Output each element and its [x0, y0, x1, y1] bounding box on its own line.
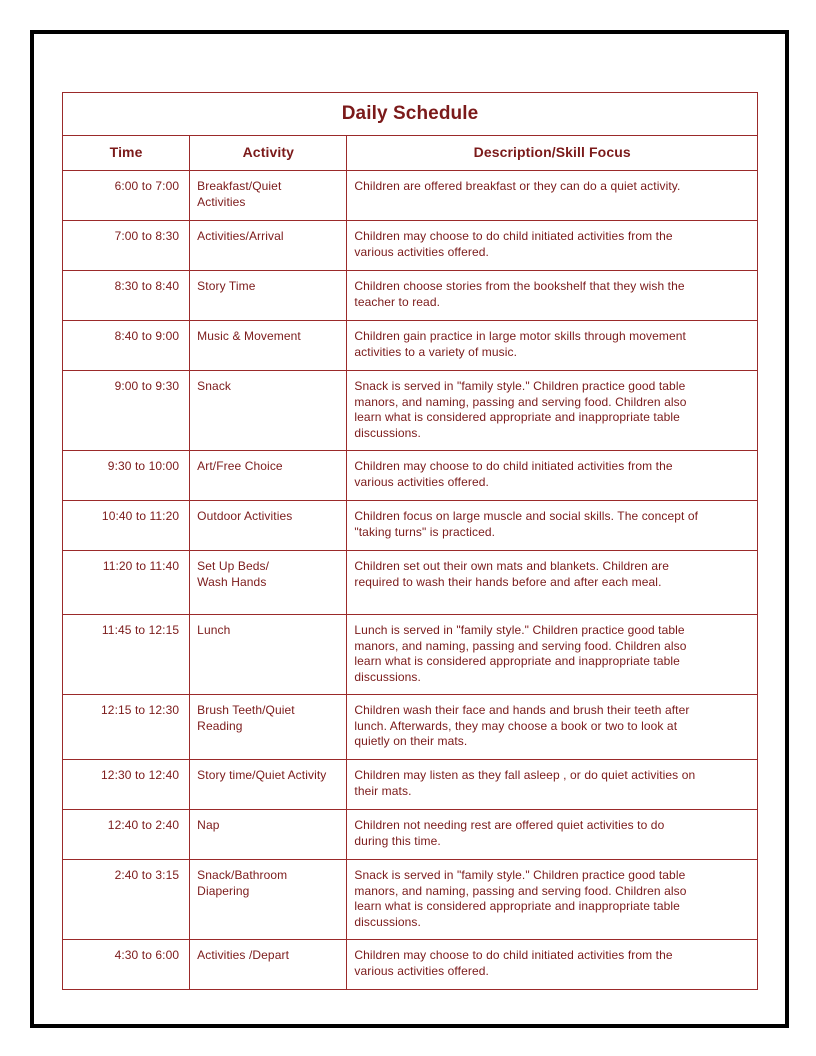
schedule-row [63, 551, 758, 615]
schedule-row [63, 695, 758, 760]
schedule-row [63, 810, 758, 860]
time-cell: 12:15 to 12:30 [63, 695, 190, 760]
activity-cell: Brush Teeth/Quiet Reading [190, 695, 347, 760]
time-cell: 4:30 to 6:00 [63, 940, 190, 990]
activity-column-header: Activity [190, 136, 347, 171]
time-cell: 11:45 to 12:15 [63, 615, 190, 695]
activity-cell: Story time/Quiet Activity [190, 760, 347, 810]
description-cell: Snack is served in "family style." Children practice good table manors, and naming, passing and serving food. Children also learn what is considered appropriate and inappropriate table discussions. [347, 371, 758, 451]
description-cell: Children wash their face and hands and brush their teeth after lunch. Afterwards, they may choose a book or two to look at quietly on their mats. [347, 695, 758, 760]
schedule-title: Daily Schedule [63, 93, 758, 136]
description-cell: Children may choose to do child initiated activities from the various activities offered. [347, 940, 758, 990]
activity-cell: Art/Free Choice [190, 451, 347, 501]
time-cell: 9:30 to 10:00 [63, 451, 190, 501]
schedule-body [63, 171, 758, 990]
time-cell: 9:00 to 9:30 [63, 371, 190, 451]
description-cell: Children gain practice in large motor skills through movement activities to a variety of music. [347, 321, 758, 371]
schedule-row [63, 271, 758, 321]
activity-cell: Outdoor Activities [190, 501, 347, 551]
schedule-row [63, 501, 758, 551]
time-cell: 8:40 to 9:00 [63, 321, 190, 371]
activity-cell: Snack [190, 371, 347, 451]
schedule-row [63, 371, 758, 451]
description-cell: Children not needing rest are offered quiet activities to do during this time. [347, 810, 758, 860]
schedule-row [63, 860, 758, 940]
schedule-row [63, 940, 758, 990]
schedule-row [63, 221, 758, 271]
activity-cell: Activities/Arrival [190, 221, 347, 271]
description-cell: Lunch is served in "family style." Children practice good table manors, and naming, passing and serving food. Children also learn what is considered appropriate and inappropriate table discussions. [347, 615, 758, 695]
activity-cell: Story Time [190, 271, 347, 321]
activity-cell: Set Up Beds/ Wash Hands [190, 551, 347, 615]
time-cell: 12:40 to 2:40 [63, 810, 190, 860]
activity-cell: Snack/Bathroom Diapering [190, 860, 347, 940]
description-cell: Snack is served in "family style." Children practice good table manors, and naming, passing and serving food. Children also learn what is considered appropriate and inappropriate table discussions. [347, 860, 758, 940]
schedule-table [62, 92, 758, 990]
description-cell: Children may listen as they fall asleep , or do quiet activities on their mats. [347, 760, 758, 810]
time-cell: 7:00 to 8:30 [63, 221, 190, 271]
schedule-row [63, 615, 758, 695]
description-column-header: Description/Skill Focus [347, 136, 758, 171]
activity-cell: Music & Movement [190, 321, 347, 371]
activity-cell: Breakfast/Quiet Activities [190, 171, 347, 221]
activity-cell: Activities /Depart [190, 940, 347, 990]
schedule-row [63, 321, 758, 371]
description-cell: Children may choose to do child initiated activities from the various activities offered. [347, 221, 758, 271]
time-column-header: Time [63, 136, 190, 171]
time-cell: 11:20 to 11:40 [63, 551, 190, 615]
description-cell: Children may choose to do child initiated activities from the various activities offered. [347, 451, 758, 501]
time-cell: 6:00 to 7:00 [63, 171, 190, 221]
schedule-row [63, 171, 758, 221]
description-cell: Children set out their own mats and blankets. Children are required to wash their hands before and after each meal. [347, 551, 758, 615]
activity-cell: Lunch [190, 615, 347, 695]
schedule-row [63, 760, 758, 810]
description-cell: Children focus on large muscle and social skills. The concept of "taking turns" is practiced. [347, 501, 758, 551]
description-cell: Children choose stories from the bookshelf that they wish the teacher to read. [347, 271, 758, 321]
activity-cell: Nap [190, 810, 347, 860]
time-cell: 10:40 to 11:20 [63, 501, 190, 551]
time-cell: 12:30 to 12:40 [63, 760, 190, 810]
time-cell: 2:40 to 3:15 [63, 860, 190, 940]
description-cell: Children are offered breakfast or they can do a quiet activity. [347, 171, 758, 221]
time-cell: 8:30 to 8:40 [63, 271, 190, 321]
schedule-row [63, 451, 758, 501]
